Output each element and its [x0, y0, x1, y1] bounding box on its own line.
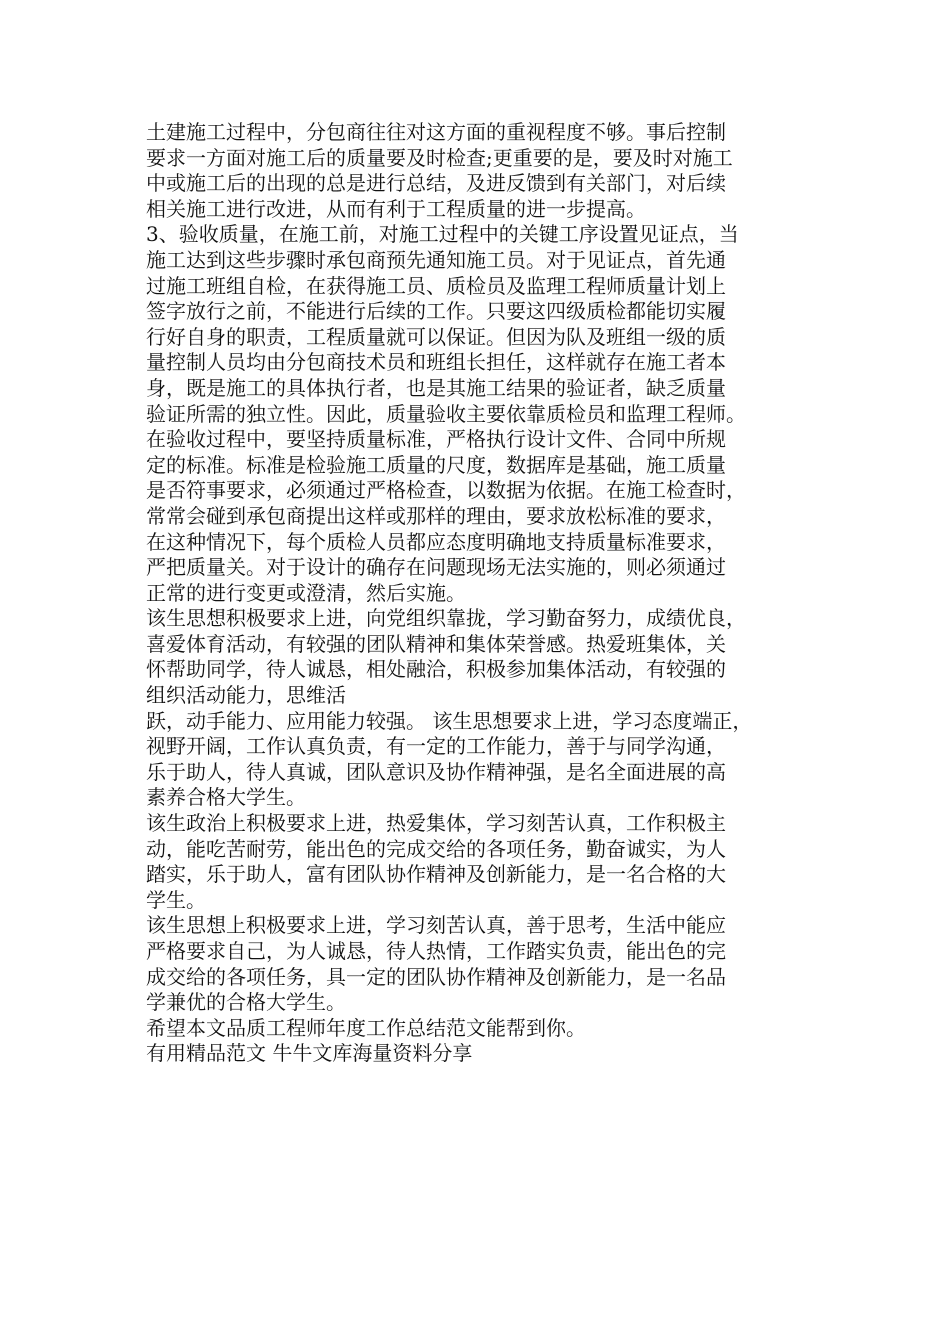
- text-line: 3、验收质量，在施工前，对施工过程中的关键工序设置见证点，当: [146, 222, 739, 247]
- text-line: 要求一方面对施工后的质量要及时检查;更重要的是，要及时对施工: [146, 145, 733, 170]
- text-line: 喜爱体育活动，有较强的团队精神和集体荣誉感。热爱班集体，关: [146, 631, 726, 656]
- text-line: 常常会碰到承包商提出这样或那样的理由，要求放松标准的要求，: [146, 503, 726, 528]
- text-line: 跃，动手能力、应用能力较强。 该生思想要求上进，学习态度端正，: [146, 708, 753, 733]
- text-line: 该生政治上积极要求上进，热爱集体，学习刻苦认真，工作积极主: [146, 811, 726, 836]
- text-line: 量控制人员均由分包商技术员和班组长担任，这样就存在施工者本: [146, 350, 726, 375]
- text-line: 严把质量关。对于设计的确存在问题现场无法实施的，则必须通过: [146, 555, 726, 580]
- text-line: 是否符事要求，必须通过严格检查，以数据为依据。在施工检查时，: [146, 478, 746, 503]
- text-line: 怀帮助同学，待人诚恳，相处融洽，积极参加集体活动，有较强的: [146, 657, 726, 682]
- document-body: [146, 120, 816, 1067]
- text-line: 签字放行之前，不能进行后续的工作。只要这四级质检都能切实履: [146, 299, 726, 324]
- text-line: 行好自身的职责，工程质量就可以保证。但因为队及班组一级的质: [146, 324, 726, 349]
- text-line: 成交给的各项任务，具一定的团队协作精神及创新能力，是一名品: [146, 964, 726, 989]
- text-line: 正常的进行变更或澄清，然后实施。: [146, 580, 466, 605]
- text-line: 土建施工过程中，分包商往往对这方面的重视程度不够。事后控制: [146, 120, 726, 144]
- text-line: 相关施工进行改进，从而有利于工程质量的进一步提高。: [146, 196, 646, 221]
- text-line: 身，既是施工的具体执行者，也是其施工结果的验证者，缺乏质量: [146, 375, 726, 400]
- text-line: 定的标准。标准是检验施工质量的尺度，数据库是基础，施工质量: [146, 452, 726, 477]
- text-line: 在这种情况下，每个质检人员都应态度明确地支持质量标准要求，: [146, 529, 726, 554]
- text-line: 素养合格大学生。: [146, 785, 306, 810]
- text-line: 希望本文品质工程师年度工作总结范文能帮到你。: [146, 1015, 586, 1040]
- text-line: 在验收过程中，要坚持质量标准，严格执行设计文件、合同中所规: [146, 427, 726, 452]
- footer-line: 有用精品范文 牛牛文库海量资料分享: [146, 1041, 473, 1066]
- text-line: 视野开阔，工作认真负责，有一定的工作能力，善于与同学沟通，: [146, 734, 726, 759]
- text-line: 严格要求自己，为人诚恳，待人热情，工作踏实负责，能出色的完: [146, 939, 726, 963]
- text-line: 踏实，乐于助人，富有团队协作精神及创新能力，是一名合格的大: [146, 862, 726, 887]
- text-line: 学生。: [146, 887, 206, 912]
- text-line: 乐于助人，待人真诚，团队意识及协作精神强，是名全面进展的高: [146, 759, 726, 784]
- text-line: 施工达到这些步骤时承包商预先通知施工员。对于见证点，首先通: [146, 247, 726, 272]
- text-line: 验证所需的独立性。因此，质量验收主要依靠质检员和监理工程师。: [146, 401, 746, 426]
- text-line: 该生思想上积极要求上进，学习刻苦认真，善于思考，生活中能应: [146, 913, 726, 938]
- text-line: 学兼优的合格大学生。: [146, 990, 346, 1015]
- text-line: 该生思想积极要求上进，向党组织靠拢，学习勤奋努力，成绩优良，: [146, 606, 746, 631]
- text-line: 中或施工后的出现的总是进行总结，及进反馈到有关部门，对后续: [146, 171, 726, 196]
- text-line: 组织活动能力，思维活: [146, 683, 346, 708]
- text-line: 动，能吃苦耐劳，能出色的完成交给的各项任务，勤奋诚实，为人: [146, 836, 726, 861]
- text-line: 过施工班组自检，在获得施工员、质检员及监理工程师质量计划上: [146, 273, 726, 298]
